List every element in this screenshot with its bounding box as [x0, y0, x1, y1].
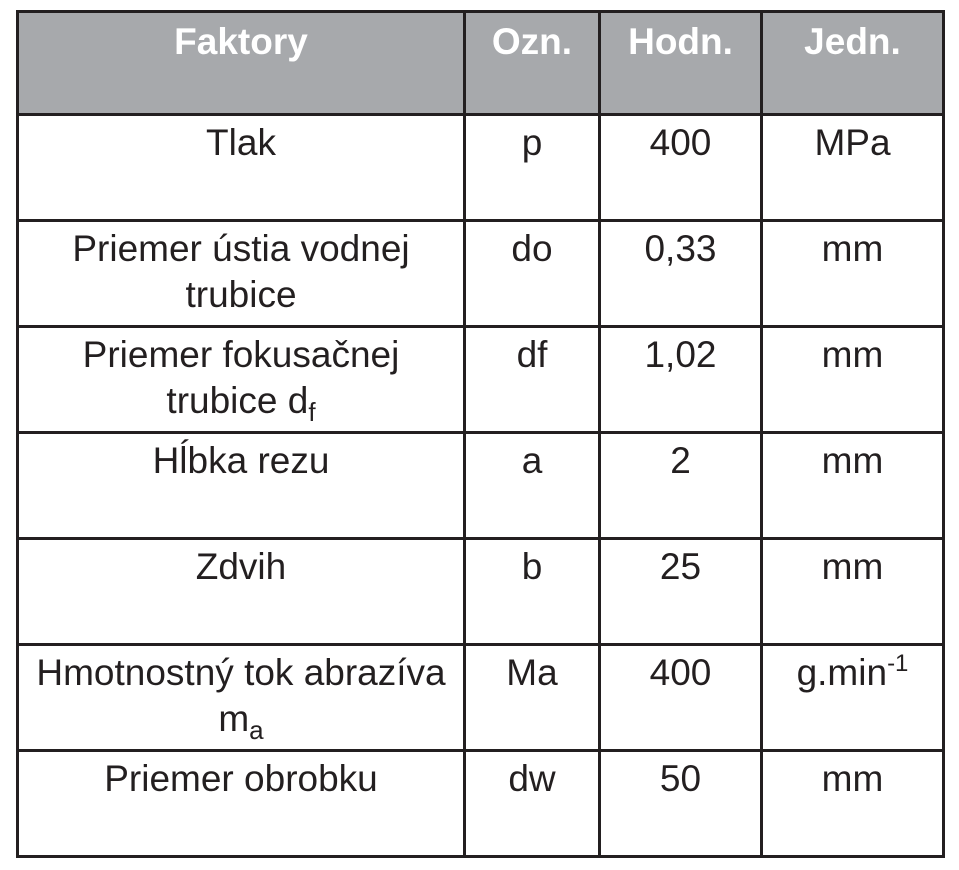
- symbol-cell: p: [465, 115, 600, 221]
- header-symbol: Ozn.: [465, 12, 600, 115]
- value-cell: 2: [600, 433, 762, 539]
- factor-label: Zdvih: [195, 546, 287, 587]
- factor-label: Tlak: [206, 122, 276, 163]
- factor-cell: [18, 645, 465, 751]
- symbol-cell: b: [465, 539, 600, 645]
- table-row: [18, 115, 944, 221]
- unit-label: mm: [821, 758, 884, 799]
- value-cell: 50: [600, 751, 762, 857]
- value-cell: 0,33: [600, 221, 762, 327]
- unit-label: mm: [821, 334, 884, 375]
- factor-label: Priemer obrobku: [104, 758, 378, 799]
- unit-cell: [762, 433, 944, 539]
- symbol-cell: a: [465, 433, 600, 539]
- unit-label: mm: [821, 440, 884, 481]
- unit-cell: [762, 751, 944, 857]
- value-cell: 1,02: [600, 327, 762, 433]
- factor-cell: [18, 433, 465, 539]
- unit-cell: [762, 115, 944, 221]
- factor-cell: [18, 327, 465, 433]
- header-unit: Jedn.: [762, 12, 944, 115]
- table-body: [18, 115, 944, 857]
- table-row: [18, 433, 944, 539]
- symbol-cell: dw: [465, 751, 600, 857]
- table-row: [18, 327, 944, 433]
- unit-cell: [762, 221, 944, 327]
- value-cell: 400: [600, 115, 762, 221]
- factor-label: Hmotnostný tok abrazíva m: [36, 652, 446, 739]
- table-row: [18, 221, 944, 327]
- factor-label: Priemer ústia vodnej trubice: [72, 228, 410, 315]
- symbol-cell: do: [465, 221, 600, 327]
- table-row: [18, 751, 944, 857]
- factor-subscript: a: [249, 715, 264, 745]
- factor-label: Priemer fokusačnej trubice d: [82, 334, 400, 421]
- unit-label: mm: [821, 546, 884, 587]
- factor-label: Hĺbka rezu: [152, 440, 330, 481]
- unit-label: g.min: [796, 652, 888, 693]
- factors-table: [16, 10, 945, 858]
- table-header: [18, 12, 944, 115]
- factor-cell: [18, 115, 465, 221]
- factor-subscript: f: [308, 397, 316, 427]
- symbol-cell: Ma: [465, 645, 600, 751]
- factor-cell: [18, 221, 465, 327]
- value-cell: 400: [600, 645, 762, 751]
- table-row: [18, 539, 944, 645]
- factor-cell: [18, 539, 465, 645]
- unit-label: MPa: [814, 122, 891, 163]
- unit-superscript: -1: [887, 650, 909, 677]
- symbol-cell: df: [465, 327, 600, 433]
- unit-cell: [762, 645, 944, 751]
- value-cell: 25: [600, 539, 762, 645]
- header-value: Hodn.: [600, 12, 762, 115]
- factor-cell: [18, 751, 465, 857]
- header-row: [18, 12, 944, 115]
- header-factors: Faktory: [18, 12, 465, 115]
- unit-label: mm: [821, 228, 884, 269]
- unit-cell: [762, 539, 944, 645]
- table-row: [18, 645, 944, 751]
- unit-cell: [762, 327, 944, 433]
